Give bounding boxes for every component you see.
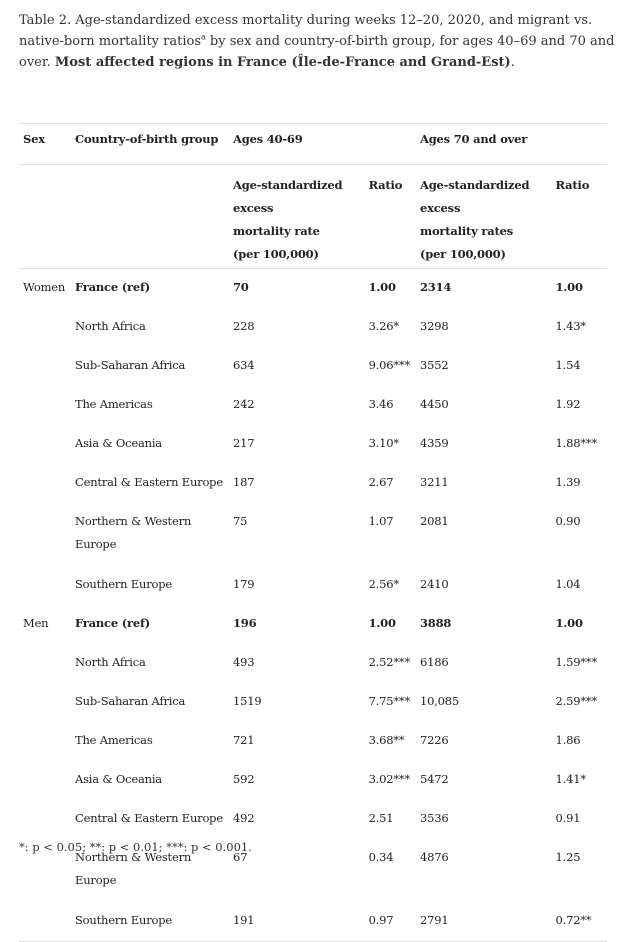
cell-country: Central & Eastern Europe <box>75 811 223 825</box>
cell-sex <box>19 503 75 566</box>
mortality-table <box>19 123 607 942</box>
caption-suffix: . <box>510 55 515 70</box>
cell-sex <box>19 425 75 464</box>
cell-ratio-70-over: 1.88*** <box>555 436 598 450</box>
cell-ratio-70-over: 1.25 <box>555 850 581 864</box>
header-country: Country-of-birth group <box>75 124 233 165</box>
cell-ratio-40-69: 1.07 <box>368 514 394 528</box>
cell-ratio-70-over: 2.59*** <box>555 694 598 708</box>
table-row <box>19 683 607 722</box>
cell-ratio-40-69: 2.51 <box>368 811 394 825</box>
cell-ratio-40-69: 1.00 <box>368 280 396 294</box>
cell-rate-40-69: 196 <box>233 616 257 630</box>
cell-rate-40-69: 492 <box>233 811 255 825</box>
cell-rate-70-over: 10,085 <box>419 694 460 708</box>
cell-country: Southern Europe <box>75 577 172 591</box>
cell-sex <box>19 347 75 386</box>
table-row <box>19 347 607 386</box>
cell-ratio-40-69: 7.75*** <box>368 694 411 708</box>
cell-sex <box>19 683 75 722</box>
header-ages-40-69: Ages 40-69 <box>233 124 420 165</box>
cell-country: The Americas <box>75 733 153 747</box>
cell-sex <box>19 800 75 839</box>
caption-bold: Most affected regions in France (Île-de-France and Grand-Est) <box>54 55 511 70</box>
cell-ratio-40-69: 2.56* <box>368 577 399 591</box>
cell-rate-40-69: 67 <box>233 850 248 864</box>
cell-rate-70-over: 2791 <box>420 902 556 942</box>
cell-ratio-70-over: 0.72** <box>556 902 607 942</box>
table-row <box>19 308 607 347</box>
cell-ratio-70-over: 1.04 <box>555 577 581 591</box>
cell-sex <box>19 902 75 942</box>
table-row <box>19 800 607 839</box>
cell-sex <box>19 464 75 503</box>
cell-ratio-40-69: 9.06*** <box>368 358 411 372</box>
cell-ratio-70-over: 1.43* <box>555 319 586 333</box>
cell-rate-40-69: 191 <box>233 902 369 942</box>
cell-ratio-70-over: 1.39 <box>555 475 581 489</box>
header-row-columns <box>19 165 607 269</box>
cell-country: Asia & Oceania <box>75 436 162 450</box>
cell-country: North Africa <box>75 655 146 669</box>
cell-rate-40-69: 228 <box>233 319 255 333</box>
cell-ratio-40-69: 2.67 <box>368 475 394 489</box>
footnote: *: p < 0.05; **: p < 0.01; ***: p < 0.001. <box>19 840 252 854</box>
cell-rate-70-over: 4359 <box>419 436 449 450</box>
table-row <box>19 761 607 800</box>
cell-rate-40-69: 217 <box>233 436 255 450</box>
cell-ratio-70-over: 1.41* <box>555 772 586 786</box>
table-row <box>19 503 607 566</box>
cell-sex <box>19 566 75 605</box>
header-ratio-70-over: Ratio <box>556 165 607 269</box>
table-row <box>19 566 607 605</box>
cell-ratio-70-over: 1.00 <box>555 616 583 630</box>
cell-rate-40-69: 721 <box>233 733 255 747</box>
header-rate-line: Age-standardized <box>419 178 530 192</box>
cell-ratio-70-over: 1.00 <box>555 280 583 294</box>
cell-sex <box>19 644 75 683</box>
table-row <box>19 425 607 464</box>
cell-rate-40-69: 592 <box>233 772 255 786</box>
cell-sex <box>19 761 75 800</box>
table-row <box>19 644 607 683</box>
cell-ratio-40-69: 0.97 <box>369 902 420 942</box>
cell-rate-70-over: 6186 <box>419 655 449 669</box>
cell-sex: Men <box>23 616 49 630</box>
cell-ratio-70-over: 1.59*** <box>555 655 598 669</box>
cell-rate-70-over: 3211 <box>419 475 449 489</box>
header-rate-line: excess <box>419 201 461 215</box>
cell-ratio-70-over: 1.86 <box>555 733 581 747</box>
table-row <box>19 902 607 942</box>
cell-rate-70-over: 2081 <box>419 514 449 528</box>
table-row <box>19 605 607 644</box>
cell-ratio-40-69: 2.52*** <box>368 655 411 669</box>
cell-rate-70-over: 5472 <box>419 772 449 786</box>
cell-sex <box>19 308 75 347</box>
caption-superscript: a <box>201 32 206 42</box>
cell-country: Sub-Saharan Africa <box>75 694 186 708</box>
cell-ratio-40-69: 1.00 <box>368 616 396 630</box>
header-rate-40-69 <box>233 165 369 269</box>
header-ratio-40-69: Ratio <box>369 165 420 269</box>
cell-rate-40-69: 70 <box>233 280 249 294</box>
caption-middle: by sex and country-of-birth group, for ages 40–69 and 70 and over. <box>19 34 615 70</box>
cell-sex <box>19 386 75 425</box>
cell-rate-40-69: 242 <box>233 397 255 411</box>
cell-country: Asia & Oceania <box>75 772 162 786</box>
cell-rate-70-over: 2314 <box>419 280 452 294</box>
cell-country: The Americas <box>75 397 153 411</box>
table-row <box>19 464 607 503</box>
cell-rate-70-over: 3298 <box>419 319 449 333</box>
cell-rate-70-over: 2410 <box>419 577 449 591</box>
cell-country: Southern Europe <box>75 902 233 942</box>
cell-country: North Africa <box>75 319 146 333</box>
cell-country: France (ref) <box>75 616 150 630</box>
cell-ratio-40-69: 3.10* <box>368 436 399 450</box>
cell-rate-70-over: 3552 <box>419 358 449 372</box>
cell-country: France (ref) <box>75 280 150 294</box>
cell-rate-40-69: 179 <box>233 577 255 591</box>
cell-rate-70-over: 3536 <box>419 811 449 825</box>
table-row <box>19 269 607 309</box>
header-rate-line: mortality rate <box>233 224 320 238</box>
header-row-groups <box>19 124 607 165</box>
cell-ratio-70-over: 1.92 <box>555 397 581 411</box>
cell-ratio-40-69: 0.34 <box>368 850 394 864</box>
cell-country: Central & Eastern Europe <box>75 475 223 489</box>
table-row <box>19 722 607 761</box>
cell-rate-40-69: 75 <box>233 514 248 528</box>
cell-ratio-70-over: 1.54 <box>555 358 581 372</box>
cell-rate-70-over: 7226 <box>419 733 449 747</box>
cell-ratio-70-over: 0.91 <box>555 811 581 825</box>
cell-rate-70-over: 3888 <box>419 616 452 630</box>
cell-rate-70-over: 4876 <box>419 850 449 864</box>
cell-country: Northern & Western Europe <box>75 850 192 887</box>
cell-rate-40-69: 1519 <box>233 694 262 708</box>
cell-rate-70-over: 4450 <box>419 397 449 411</box>
cell-rate-40-69: 493 <box>233 655 255 669</box>
header-sex: Sex <box>19 124 75 165</box>
table-caption <box>19 10 615 73</box>
header-rate-line: (per 100,000) <box>419 247 506 261</box>
caption-prefix: Table 2. Age-standardized excess mortality during weeks 12–20, 2020, and migrant vs. native-born mortality ratios <box>19 13 593 49</box>
cell-sex <box>19 722 75 761</box>
cell-ratio-40-69: 3.02*** <box>368 772 411 786</box>
cell-rate-40-69: 634 <box>233 358 255 372</box>
cell-ratio-40-69: 3.46 <box>368 397 394 411</box>
cell-sex: Women <box>23 280 66 294</box>
cell-country: Sub-Saharan Africa <box>75 358 186 372</box>
header-ages-70-over: Ages 70 and over <box>420 124 607 165</box>
cell-ratio-40-69: 3.68** <box>368 733 405 747</box>
cell-ratio-40-69: 3.26* <box>368 319 399 333</box>
table-row <box>19 386 607 425</box>
cell-rate-40-69: 187 <box>233 475 255 489</box>
header-rate-line: mortality rates <box>419 224 513 238</box>
header-rate-line: (per 100,000) <box>233 247 319 261</box>
cell-country: Northern & Western Europe <box>75 514 192 551</box>
header-rate-70-over <box>420 165 556 269</box>
cell-ratio-70-over: 0.90 <box>555 514 581 528</box>
header-rate-line: Age-standardized <box>233 178 343 192</box>
header-rate-line: excess <box>233 201 274 215</box>
